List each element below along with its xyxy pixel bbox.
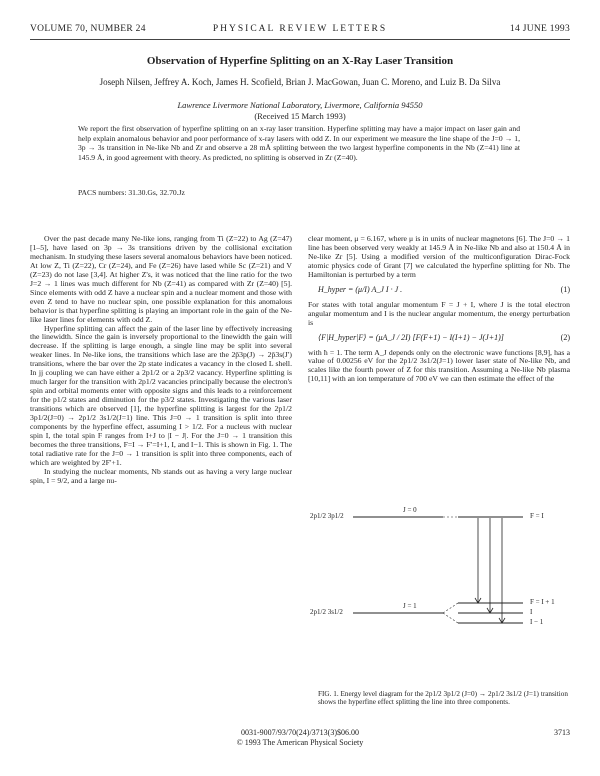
body-paragraph: with ħ = 1. The term A_J depends only on the electronic wave functions [8,9], has a value of 0.00256 eV for the 2p1/2 3s1/2(J=1) lower laser state of Ne-like Nb, and scales like the fourth power of Z for this transition. Assuming a Ne-like Nb plasma [10,11] with an ion temperature of 700 eV we can then estimate the effect of the (308, 347, 570, 384)
copyright-code: 0031-9007/93/70(24)/3713(3)$06.00 (241, 728, 359, 737)
upper-J-label: J = 0 (403, 506, 417, 514)
connector-line (443, 613, 458, 623)
body-paragraph: For states with total angular momentum F = J + I, where J is the total electron angular momentum and I is the nuclear angular momentum, the energy perturbation is (308, 299, 570, 327)
upper-F-label: F = I (530, 512, 544, 520)
lower-state-label: 2p1/2 3s1/2 (310, 608, 343, 616)
volume-label: VOLUME 70, NUMBER 24 (30, 24, 146, 34)
equation-body: ⟨F|H_hyper|F⟩ = (μA_J / 2I) [F(F+1) − I(I+1) − J(J+1)] (318, 332, 504, 342)
article-title: Observation of Hyperfine Splitting on an X-Ray Laser Transition (146, 55, 454, 67)
figure-caption: FIG. 1. Energy level diagram for the 2p1/2 3p1/2 (J=0) → 2p1/2 3s1/2 (J=1) transition shows the hyperfine effect splitting the line into three components. (318, 690, 568, 707)
body-paragraph: In studying the nuclear moments, Nb stands out as having a very large nuclear spin, I = 9/2, and a large nu- (30, 466, 292, 485)
energy-level-figure (308, 485, 570, 670)
pacs-numbers: PACS numbers: 31.30.Gs, 32.70.Jz (78, 188, 185, 197)
equation-number: (2) (560, 332, 570, 342)
lower-J-label: J = 1 (403, 602, 417, 610)
equation-body: H_hyper = (μ/I) A_J I · J . (318, 284, 403, 294)
abstract: We report the first observation of hyperfine splitting on an x-ray laser transition. Hyperfine splitting may have a major impact on laser gain and help explain anomalous behavior and poor performance of x-ray lasers with odd Z. In our experiment we measure the line shape of the J=0 → 1, 3p → 3s transition in Ne-like Nb and Zr and observe a 28 mÅ splitting between the two largest hyperfine components in the Nb (Z=41) line at 145.9 Å, in good agreement with theory. As predicted, no splitting is observed in Zr (Z=40). (78, 124, 520, 162)
lower-F-top-label: F = I + 1 (530, 598, 555, 606)
body-paragraph: Hyperfine splitting can affect the gain of the laser line by effectively increasing the linewidth. Since the gain is inversely proportional to the linewidth the gain will decrease. If the splitting is large enough, a single line may be split into several weaker lines. In Ne-like ions, the transitions which lase are the 2p̄3p(J) → 2p̄3s(J′) transitions, where the bar over the 2p state indicates a vacancy in the closed L shell. In jj coupling we can have either a 2p1/2 or a 2p3/2 vacancy. Hyperfine splitting is much larger for the transition with 2p1/2 vacancies principally because the electron's spin and orbital moments enter with opposite signs and this leads to a reinforcement for the p1/2 states and diminution for the p3/2 states. Investigating the various laser transitions which are observed [1], the hyperfine splitting is largest for the 2p1/2 3p1/2(J=0) → 2p1/2 3s1/2(J=1) line. This J=0 → 1 transition is split into three components by the hyperfine effect, assuming I > 1/2. For a nucleus with nuclear spin I, the total spin F ranges from I+J to |I − J|. For the J=0 → 1 transition this becomes the three transitions, F=I → F′=I+1, I, and I−1. This is shown in Fig. 1. The total radiative rate for the J=0 → 1 transition is split into three components, each of which are weighted by 2F′+1. (30, 323, 292, 467)
lower-F-bot-label: I − 1 (530, 618, 544, 626)
equation-number: (1) (560, 284, 570, 294)
page-footer (0, 728, 600, 748)
upper-state-label: 2p1/2 3p1/2 (310, 512, 344, 520)
issue-date: 14 JUNE 1993 (509, 24, 570, 34)
right-column (308, 235, 570, 384)
equation-1 (318, 286, 570, 295)
affiliation: Lawrence Livermore National Laboratory, Livermore, California 94550 (177, 100, 423, 110)
lower-F-mid-label: I (530, 608, 533, 616)
running-header (30, 24, 570, 38)
received-date: (Received 15 March 1993) (254, 111, 346, 121)
copyright-notice: © 1993 The American Physical Society (236, 738, 364, 747)
connector-line (443, 603, 458, 613)
body-paragraph: Over the past decade many Ne-like ions, ranging from Ti (Z=22) to Ag (Z=47) [1–5], have lased on 3p → 3s transitions driven by the collisional excitation mechanism. In studying these lasers several anomalous behaviors have been noticed. At low Z, Ti (Z=22), Cr (Z=24), and Fe (Z=26) have lased while Sc (Z=21) and V (Z=23) do not lase [3,4]. At higher Z's, it was noticed that the line ratio for the two J=2 → 1 lines was much different for Nb (Z=41) as compared with Zr (Z=40) [5]. Since elements with odd Z have a nuclear spin and a nuclear moment and those with even Z tend to have no nuclear spin, one possible explanation for this anomalous behavior is that hyperfine splitting is playing an important role in the gain of the Ne-like laser lines for elements with odd Z. (30, 234, 292, 324)
body-paragraph: clear moment, μ = 6.167, where μ is in units of nuclear magnetons [6]. The J=0 → 1 line has been observed very weakly at 145.9 Å in Ne-like Nb and also at 150.4 Å in Ne-like Zr [5]. Using a modified version of the multiconfiguration Dirac-Fock atomic physics code of Grant [7] we calculated the hyperfine splitting for Nb. The Hamiltonian is perturbed by a term (308, 234, 570, 279)
author-list: Joseph Nilsen, Jeffrey A. Koch, James H. Scofield, Brian J. MacGowan, Juan C. Moreno, and Luiz B. Da Silva (99, 77, 501, 87)
equation-2 (318, 334, 570, 343)
header-rule (30, 39, 570, 40)
left-column (30, 235, 292, 486)
journal-name: PHYSICAL REVIEW LETTERS (212, 24, 388, 34)
page-number: 3713 (554, 728, 570, 737)
